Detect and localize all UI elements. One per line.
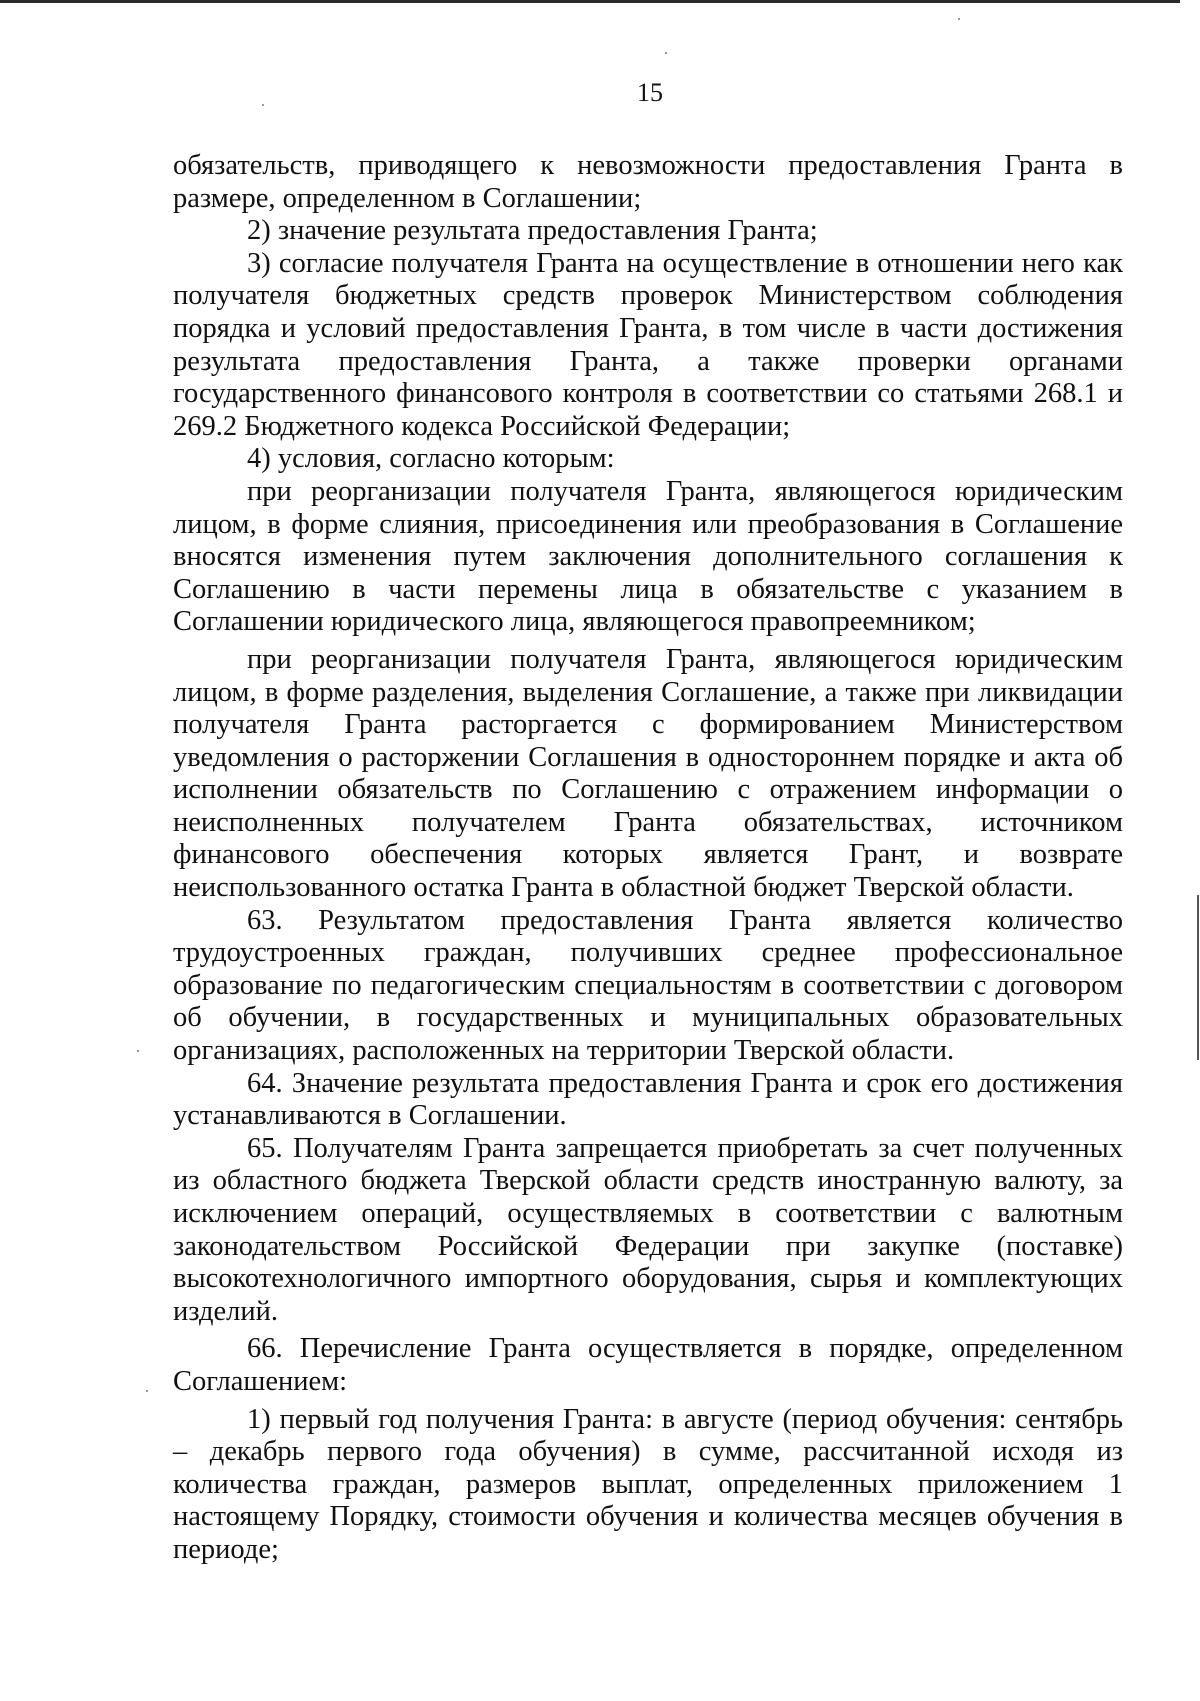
scan-speck <box>665 52 667 54</box>
list-item-2: 2) значение результата предоставления Гранта; <box>247 215 818 247</box>
list-item-3: 3) согласие получателя Гранта на осуществление в отношении него как получателя бюджетных средств проверок Министерством соблюдения порядка и условий предоставления Гранта, в том числе в части достижения результата предоставления Гранта, а также проверки органами государственного финансового контроля в соответствии со статьями 268.1 и 269.2 Бюджетного кодекса Российской Федерации; <box>173 247 1123 442</box>
document-body <box>173 150 1123 1567</box>
scan-speck <box>958 18 960 20</box>
page-number: 15 <box>637 78 663 107</box>
scan-speck <box>137 1050 139 1052</box>
list-item-4: 4) условия, согласно которым: <box>247 443 615 475</box>
clause-64: 64. Значение результата предоставления Гранта и срок его достижения устанавливаются в Соглашении. <box>173 1067 1123 1132</box>
scan-speck <box>262 104 264 106</box>
scan-speck <box>146 1390 148 1392</box>
paragraph-continuation: обязательств, приводящего к невозможности предоставления Гранта в размере, определенном в Соглашении; <box>173 150 1123 214</box>
clause-65: 65. Получателям Гранта запрещается приобретать за счет полученных из областного бюджета Тверской области средств иностранную валюту, за исключением операций, осуществляемых в соответствии с валютным законодательством Российской Федерации при закупке (поставке) высокотехнологичного импортного оборудования, сырья и комплектующих изделий. <box>173 1132 1123 1327</box>
condition-division: при реорганизации получателя Гранта, являющегося юридическим лицом, в форме разделения, выделения Соглашение, а также при ликвидации получателя Гранта расторгается с формированием Министерством уведомления о расторжении Соглашения в одностороннем порядке и акта об исполнении обязательств по Соглашению с отражением информации о неисполненных получателем Гранта обязательствах, источником финансового обеспечения которых является Грант, и возврате неиспользованного остатка Гранта в областной бюджет Тверской области. <box>173 643 1123 904</box>
clause-66: 66. Перечисление Гранта осуществляется в порядке, определенном Соглашением: <box>173 1333 1123 1397</box>
clause-63: 63. Результатом предоставления Гранта является количество трудоустроенных граждан, получивших среднее профессиональное образование по педагогическим специальностям в соответствии с договором об обучении, в государственных и муниципальных образовательных организациях, расположенных на территории Тверской области. <box>173 904 1123 1067</box>
scan-edge-right <box>1197 895 1199 1060</box>
clause-66-item-1: 1) первый год получения Гранта: в августе (период обучения: сентябрь – декабрь первого года обучения) в сумме, рассчитанной исходя из количества граждан, размеров выплат, определенных приложением 1 настоящему Порядку, стоимости обучения и количества месяцев обучения в периоде; <box>173 1403 1123 1565</box>
condition-merger: при реорганизации получателя Гранта, являющегося юридическим лицом, в форме слияния, присоединения или преобразования в Соглашение вносятся изменения путем заключения дополнительного соглашения к Соглашению в части перемены лица в обязательстве с указанием в Соглашении юридического лица, являющегося правопреемником; <box>173 475 1123 638</box>
scan-edge-top <box>0 0 1180 3</box>
